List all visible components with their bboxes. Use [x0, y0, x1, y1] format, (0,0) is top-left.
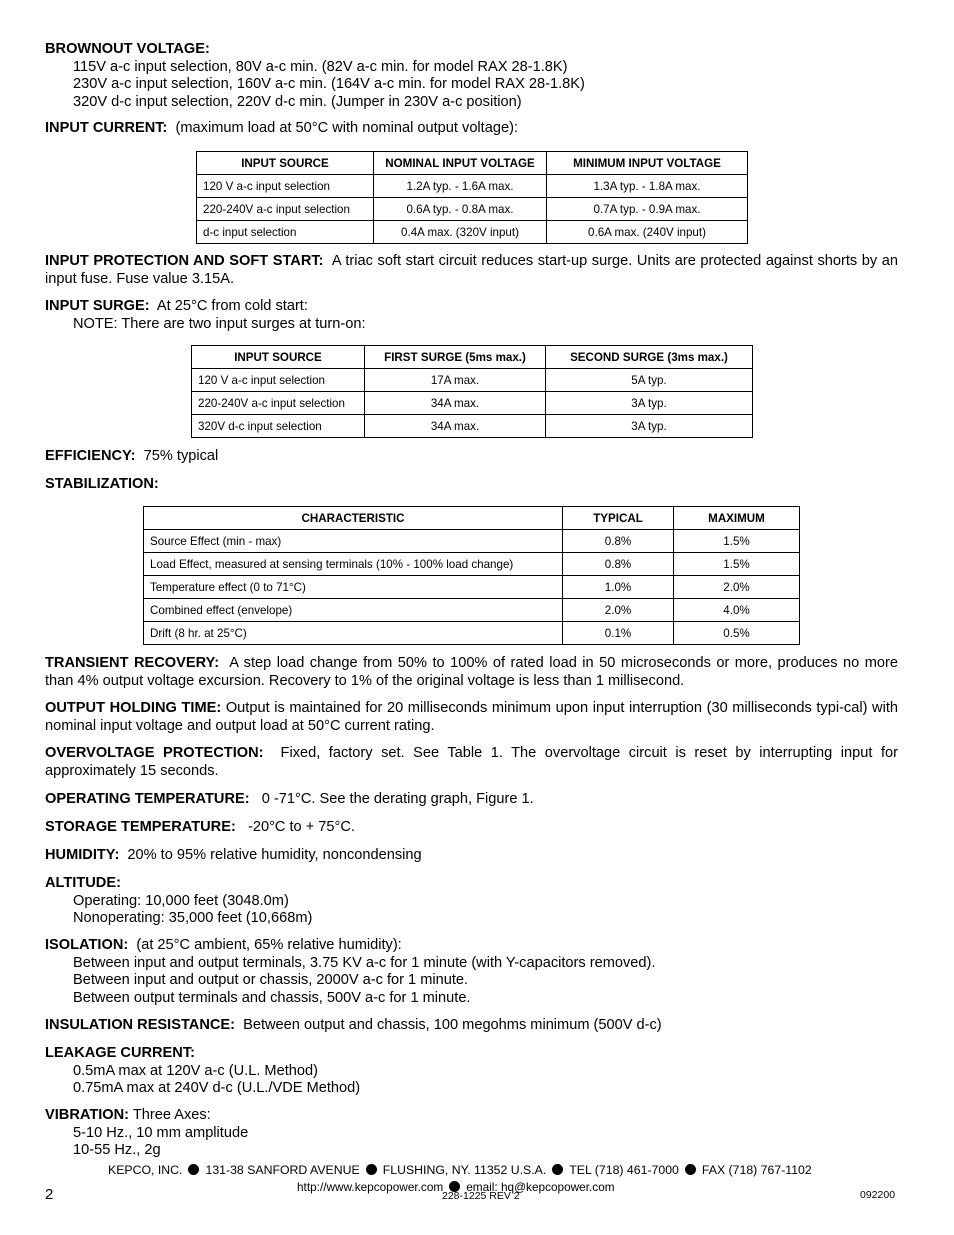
table-cell: 17A max. — [365, 369, 546, 392]
table-row — [144, 576, 800, 599]
table-cell: 120 V a-c input selection — [197, 175, 374, 198]
input-current-text: (maximum load at 50°C with nominal output voltage): — [175, 120, 518, 136]
brownout-label: BROWNOUT VOLTAGE: — [45, 41, 210, 57]
input-current-section — [45, 120, 898, 138]
humidity-label: HUMIDITY: — [45, 847, 120, 863]
table-row — [144, 622, 800, 645]
table-cell: 1.2A typ. - 1.6A max. — [374, 175, 547, 198]
isolation-line: Between input and output or chassis, 2000V a-c for 1 minute. — [73, 972, 469, 988]
efficiency-text: 75% typical — [143, 448, 219, 464]
table-cell: 220-240V a-c input selection — [192, 392, 365, 415]
footer-address: 131-38 SANFORD AVENUE — [205, 1163, 360, 1177]
humidity-text: 20% to 95% relative humidity, noncondensing — [127, 847, 422, 863]
table-header: INPUT SOURCE — [192, 346, 365, 369]
table-cell: 0.8% — [563, 553, 674, 576]
operating-temp-text: 0 -71°C. See the derating graph, Figure 1. — [261, 791, 534, 807]
transient-label: TRANSIENT RECOVERY: — [45, 655, 220, 671]
isolation-text: (at 25°C ambient, 65% relative humidity): — [136, 937, 402, 953]
storage-temp-section — [45, 819, 898, 837]
leakage-section — [45, 1045, 898, 1098]
table-cell: 0.1% — [563, 622, 674, 645]
table-header: TYPICAL — [563, 507, 674, 530]
table-row — [197, 175, 748, 198]
brownout-section — [45, 41, 898, 111]
isolation-line: Between input and output terminals, 3.75 KV a-c for 1 minute (with Y-capacitors removed). — [73, 954, 656, 971]
table-row — [197, 221, 748, 244]
table-header: FIRST SURGE (5ms max.) — [365, 346, 546, 369]
table-header: NOMINAL INPUT VOLTAGE — [374, 152, 547, 175]
input-surge-label: INPUT SURGE: — [45, 298, 150, 314]
table-header: INPUT SOURCE — [197, 152, 374, 175]
isolation-section — [45, 937, 898, 1007]
table-cell: 0.8% — [563, 530, 674, 553]
efficiency-section — [45, 448, 898, 466]
altitude-label: ALTITUDE: — [45, 875, 121, 891]
isolation-label: ISOLATION: — [45, 937, 129, 953]
overvoltage-label: OVERVOLTAGE PROTECTION: — [45, 745, 264, 761]
bullet-icon — [366, 1164, 377, 1175]
brownout-line: 115V a-c input selection, 80V a-c min. (82V a-c min. for model RAX 28-1.8K) — [73, 58, 568, 75]
insulation-label: INSULATION RESISTANCE: — [45, 1017, 235, 1033]
table-cell: Load Effect, measured at sensing terminals (10% - 100% load change) — [144, 553, 563, 576]
footer-city: FLUSHING, NY. 11352 U.S.A. — [382, 1163, 547, 1177]
vibration-line: 5-10 Hz., 10 mm amplitude — [73, 1124, 249, 1141]
operating-temp-section — [45, 791, 898, 809]
table-cell: Source Effect (min - max) — [144, 530, 563, 553]
table-cell: 34A max. — [365, 415, 546, 438]
table-cell: 0.6A max. (240V input) — [547, 221, 748, 244]
table-cell: 2.0% — [563, 599, 674, 622]
input-surge-text: At 25°C from cold start: — [156, 298, 308, 314]
table-row — [192, 415, 753, 438]
table-header-row — [197, 152, 748, 175]
transient-text: A step load change from 50% to 100% of rated load in 50 microseconds or more, produces no more than 4% output voltage excursion. Recovery to 1% of the original voltage is less than 1 millisecond. — [45, 655, 898, 689]
table-cell: 1.5% — [674, 553, 800, 576]
storage-temp-text: -20°C to + 75°C. — [247, 819, 355, 835]
input-protection-label: INPUT PROTECTION AND SOFT START: — [45, 253, 324, 269]
vibration-text: Three Axes: — [132, 1107, 211, 1123]
input-current-table — [196, 151, 748, 244]
doc-number: 228-1225 REV 2 — [442, 1190, 520, 1202]
footer-company: KEPCO, INC. — [108, 1163, 183, 1177]
table-row — [192, 392, 753, 415]
table-row — [192, 369, 753, 392]
table-header: MINIMUM INPUT VOLTAGE — [547, 152, 748, 175]
footer-web-link[interactable]: http://www.kepcopower.com — [297, 1180, 444, 1194]
holding-text: Output is maintained for 20 milliseconds minimum upon input interruption (30 milliseconds typi-cal) with nominal input voltage and output load at 50°C current rating. — [45, 700, 898, 734]
table-row — [144, 553, 800, 576]
table-cell: 3A typ. — [546, 415, 753, 438]
leakage-line: 0.5mA max at 120V a-c (U.L. Method) — [73, 1062, 318, 1079]
insulation-section — [45, 1017, 898, 1035]
table-cell: Drift (8 hr. at 25°C) — [144, 622, 563, 645]
input-protection-text: A triac soft start circuit reduces start-up surge. Units are protected against shorts by an input fuse. Fuse value 3.15A. — [45, 253, 898, 287]
table-cell: 0.5% — [674, 622, 800, 645]
stabilization-table — [143, 506, 800, 645]
table-cell: 34A max. — [365, 392, 546, 415]
date-code: 092200 — [860, 1189, 896, 1201]
stabilization-section — [45, 476, 898, 494]
table-cell: 2.0% — [674, 576, 800, 599]
table-header: MAXIMUM — [674, 507, 800, 530]
stabilization-label: STABILIZATION: — [45, 476, 159, 492]
vibration-label: VIBRATION: — [45, 1107, 130, 1123]
altitude-line: Nonoperating: 35,000 feet (10,668m) — [73, 910, 313, 926]
table-header-row — [144, 507, 800, 530]
overvoltage-section — [45, 745, 898, 780]
table-cell: Temperature effect (0 to 71°C) — [144, 576, 563, 599]
input-surge-section — [45, 298, 898, 333]
holding-label: OUTPUT HOLDING TIME: — [45, 700, 222, 716]
altitude-section — [45, 875, 898, 928]
isolation-line: Between output terminals and chassis, 500V a-c for 1 minute. — [73, 989, 471, 1006]
footer-contact-line — [108, 1163, 812, 1177]
table-cell: 1.5% — [674, 530, 800, 553]
table-cell: 0.7A typ. - 0.9A max. — [547, 198, 748, 221]
vibration-section — [45, 1107, 898, 1160]
table-cell: 220-240V a-c input selection — [197, 198, 374, 221]
operating-temp-label: OPERATING TEMPERATURE: — [45, 791, 250, 807]
altitude-line: Operating: 10,000 feet (3048.0m) — [73, 892, 289, 909]
humidity-section — [45, 847, 898, 865]
table-cell: 4.0% — [674, 599, 800, 622]
input-protection-section — [45, 253, 898, 288]
transient-section — [45, 655, 898, 690]
page-number: 2 — [45, 1186, 54, 1203]
footer-tel: TEL (718) 461-7000 — [569, 1163, 679, 1177]
table-cell: d-c input selection — [197, 221, 374, 244]
leakage-label: LEAKAGE CURRENT: — [45, 1045, 195, 1061]
table-row — [144, 530, 800, 553]
bullet-icon — [685, 1164, 696, 1175]
overvoltage-text: Fixed, factory set. See Table 1. The overvoltage circuit is reset by interrupting input for approximately 15 seconds. — [45, 745, 898, 779]
table-header-row — [192, 346, 753, 369]
footer-email-link[interactable]: email: hq@kepcopower.com — [466, 1180, 615, 1194]
table-cell: 0.6A typ. - 0.8A max. — [374, 198, 547, 221]
brownout-line: 230V a-c input selection, 160V a-c min. (164V a-c min. for model RAX 28-1.8K) — [73, 76, 585, 92]
table-cell: Combined effect (envelope) — [144, 599, 563, 622]
brownout-line: 320V d-c input selection, 220V d-c min. (Jumper in 230V a-c position) — [73, 93, 522, 110]
bullet-icon — [552, 1164, 563, 1175]
footer-fax: FAX (718) 767-1102 — [701, 1163, 812, 1177]
table-row — [197, 198, 748, 221]
vibration-line: 10-55 Hz., 2g — [73, 1142, 161, 1158]
table-cell: 1.0% — [563, 576, 674, 599]
input-surge-table — [191, 345, 753, 438]
table-cell: 1.3A typ. - 1.8A max. — [547, 175, 748, 198]
efficiency-label: EFFICIENCY: — [45, 448, 136, 464]
holding-section — [45, 700, 898, 735]
table-cell: 3A typ. — [546, 392, 753, 415]
table-header: SECOND SURGE (3ms max.) — [546, 346, 753, 369]
bullet-icon — [188, 1164, 199, 1175]
table-cell: 0.4A max. (320V input) — [374, 221, 547, 244]
table-cell: 320V d-c input selection — [192, 415, 365, 438]
table-header: CHARACTERISTIC — [144, 507, 563, 530]
table-cell: 120 V a-c input selection — [192, 369, 365, 392]
table-row — [144, 599, 800, 622]
insulation-text: Between output and chassis, 100 megohms minimum (500V d-c) — [243, 1017, 662, 1033]
table-cell: 5A typ. — [546, 369, 753, 392]
storage-temp-label: STORAGE TEMPERATURE: — [45, 819, 236, 835]
input-current-label: INPUT CURRENT: — [45, 120, 168, 136]
input-surge-note: NOTE: There are two input surges at turn-on: — [73, 315, 366, 332]
leakage-line: 0.75mA max at 240V d-c (U.L./VDE Method) — [73, 1080, 361, 1096]
